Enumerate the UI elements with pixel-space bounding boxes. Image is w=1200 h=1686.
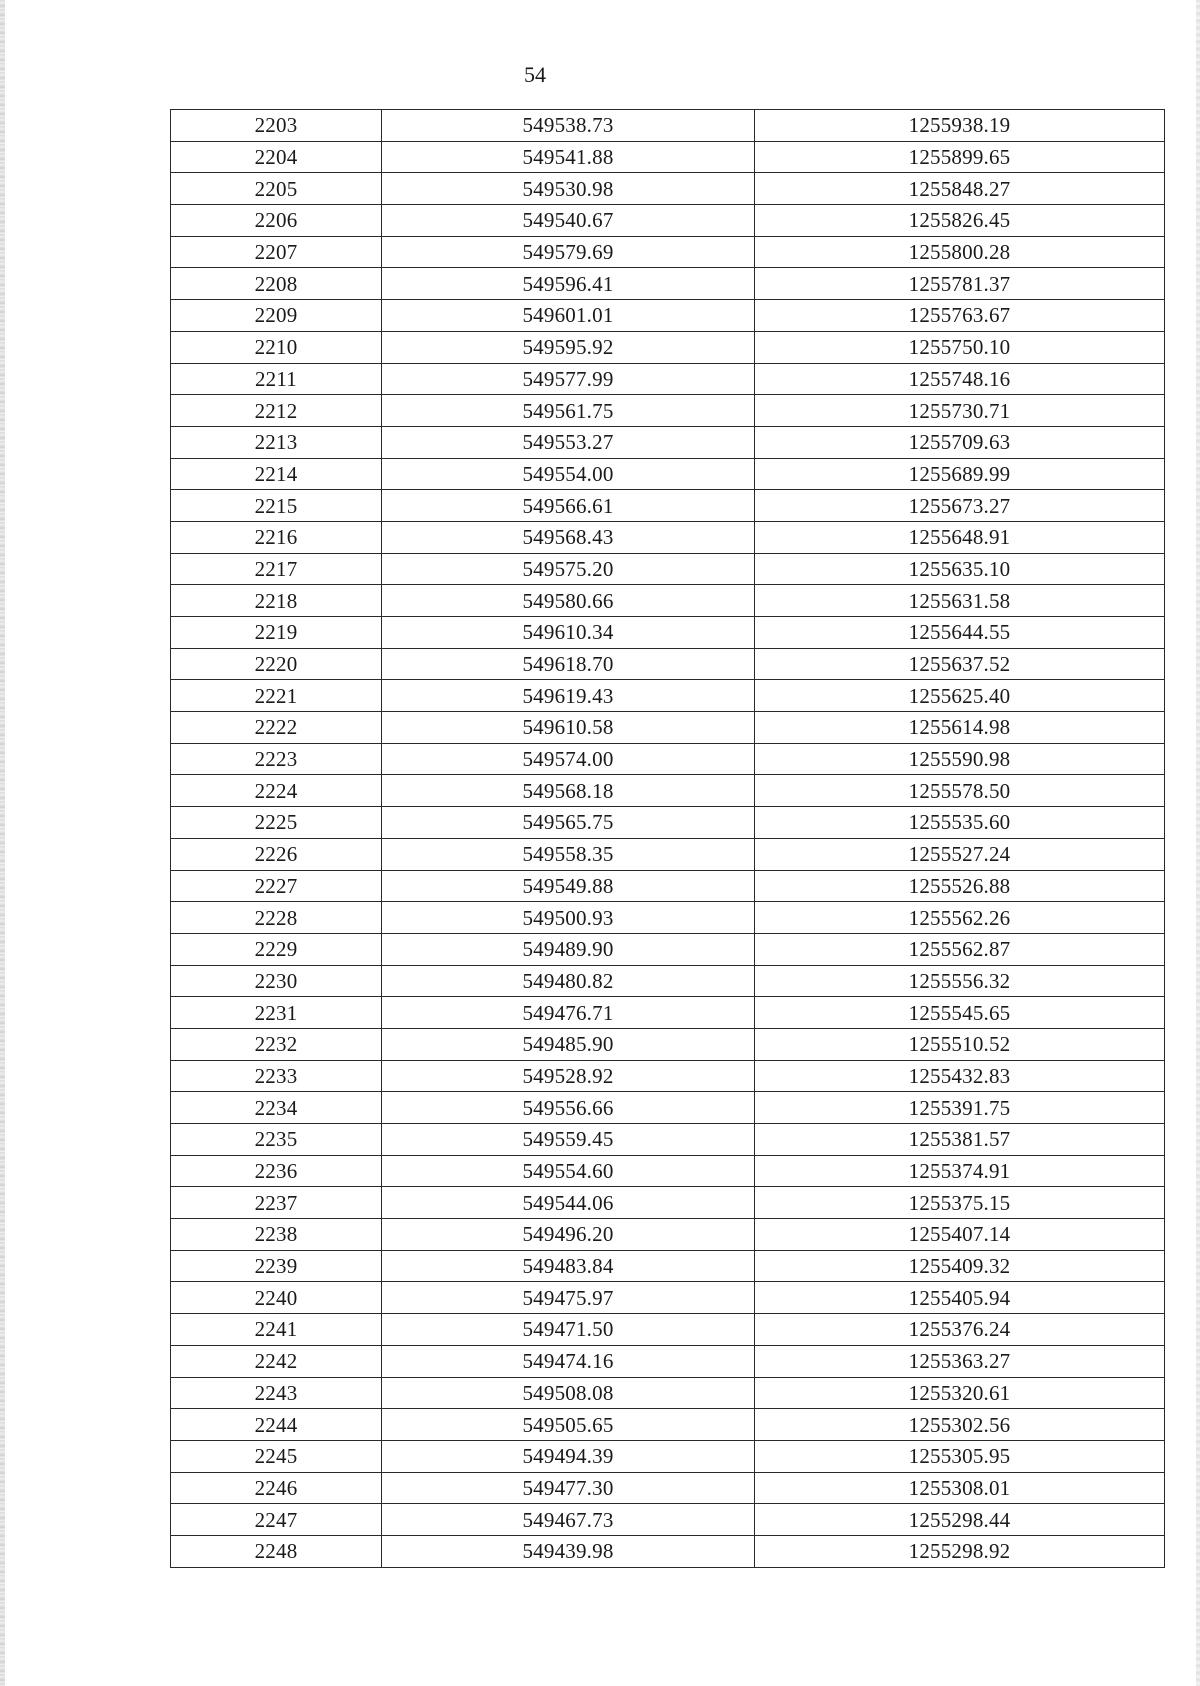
y-coordinate-cell: 1255673.27 <box>755 490 1165 522</box>
table-row <box>171 1345 1165 1377</box>
x-coordinate-cell: 549476.71 <box>382 997 755 1029</box>
table-row <box>171 1472 1165 1504</box>
point-number-cell: 2211 <box>171 363 382 395</box>
table-row <box>171 1282 1165 1314</box>
y-coordinate-cell: 1255614.98 <box>755 712 1165 744</box>
x-coordinate-cell: 549568.18 <box>382 775 755 807</box>
table-row <box>171 1155 1165 1187</box>
x-coordinate-cell: 549549.88 <box>382 870 755 902</box>
y-coordinate-cell: 1255763.67 <box>755 300 1165 332</box>
table-row <box>171 680 1165 712</box>
x-coordinate-cell: 549556.66 <box>382 1092 755 1124</box>
y-coordinate-cell: 1255689.99 <box>755 458 1165 490</box>
table-row <box>171 1504 1165 1536</box>
y-coordinate-cell: 1255748.16 <box>755 363 1165 395</box>
table-row <box>171 110 1165 142</box>
y-coordinate-cell: 1255302.56 <box>755 1409 1165 1441</box>
point-number-cell: 2223 <box>171 743 382 775</box>
table-row <box>171 1440 1165 1472</box>
point-number-cell: 2237 <box>171 1187 382 1219</box>
y-coordinate-cell: 1255562.26 <box>755 902 1165 934</box>
scan-edge-right <box>1196 0 1200 1686</box>
table-row <box>171 395 1165 427</box>
x-coordinate-cell: 549561.75 <box>382 395 755 427</box>
x-coordinate-cell: 549559.45 <box>382 1124 755 1156</box>
x-coordinate-cell: 549558.35 <box>382 838 755 870</box>
point-number-cell: 2216 <box>171 521 382 553</box>
x-coordinate-cell: 549471.50 <box>382 1314 755 1346</box>
point-number-cell: 2228 <box>171 902 382 934</box>
y-coordinate-cell: 1255730.71 <box>755 395 1165 427</box>
y-coordinate-cell: 1255376.24 <box>755 1314 1165 1346</box>
point-number-cell: 2212 <box>171 395 382 427</box>
point-number-cell: 2219 <box>171 617 382 649</box>
table-row <box>171 1219 1165 1251</box>
x-coordinate-cell: 549505.65 <box>382 1409 755 1441</box>
x-coordinate-cell: 549554.60 <box>382 1155 755 1187</box>
x-coordinate-cell: 549489.90 <box>382 933 755 965</box>
table-row <box>171 743 1165 775</box>
table-row <box>171 426 1165 458</box>
x-coordinate-cell: 549500.93 <box>382 902 755 934</box>
point-number-cell: 2221 <box>171 680 382 712</box>
x-coordinate-cell: 549566.61 <box>382 490 755 522</box>
point-number-cell: 2207 <box>171 236 382 268</box>
point-number-cell: 2231 <box>171 997 382 1029</box>
point-number-cell: 2247 <box>171 1504 382 1536</box>
point-number-cell: 2222 <box>171 712 382 744</box>
y-coordinate-cell: 1255635.10 <box>755 553 1165 585</box>
y-coordinate-cell: 1255556.32 <box>755 965 1165 997</box>
x-coordinate-cell: 549544.06 <box>382 1187 755 1219</box>
x-coordinate-cell: 549568.43 <box>382 521 755 553</box>
table-row <box>171 363 1165 395</box>
table-row <box>171 1409 1165 1441</box>
point-number-cell: 2217 <box>171 553 382 585</box>
x-coordinate-cell: 549477.30 <box>382 1472 755 1504</box>
x-coordinate-cell: 549580.66 <box>382 585 755 617</box>
point-number-cell: 2236 <box>171 1155 382 1187</box>
x-coordinate-cell: 549565.75 <box>382 807 755 839</box>
x-coordinate-cell: 549610.34 <box>382 617 755 649</box>
table-row <box>171 617 1165 649</box>
coordinates-table-body <box>171 110 1165 1568</box>
x-coordinate-cell: 549553.27 <box>382 426 755 458</box>
point-number-cell: 2220 <box>171 648 382 680</box>
point-number-cell: 2248 <box>171 1535 382 1567</box>
point-number-cell: 2241 <box>171 1314 382 1346</box>
point-number-cell: 2215 <box>171 490 382 522</box>
y-coordinate-cell: 1255405.94 <box>755 1282 1165 1314</box>
point-number-cell: 2214 <box>171 458 382 490</box>
x-coordinate-cell: 549483.84 <box>382 1250 755 1282</box>
y-coordinate-cell: 1255374.91 <box>755 1155 1165 1187</box>
point-number-cell: 2213 <box>171 426 382 458</box>
table-row <box>171 458 1165 490</box>
x-coordinate-cell: 549480.82 <box>382 965 755 997</box>
x-coordinate-cell: 549530.98 <box>382 173 755 205</box>
point-number-cell: 2239 <box>171 1250 382 1282</box>
y-coordinate-cell: 1255648.91 <box>755 521 1165 553</box>
y-coordinate-cell: 1255305.95 <box>755 1440 1165 1472</box>
table-row <box>171 838 1165 870</box>
table-row <box>171 1314 1165 1346</box>
point-number-cell: 2229 <box>171 933 382 965</box>
point-number-cell: 2232 <box>171 1028 382 1060</box>
point-number-cell: 2234 <box>171 1092 382 1124</box>
table-row <box>171 902 1165 934</box>
point-number-cell: 2218 <box>171 585 382 617</box>
table-row <box>171 268 1165 300</box>
table-row <box>171 933 1165 965</box>
point-number-cell: 2233 <box>171 1060 382 1092</box>
y-coordinate-cell: 1255527.24 <box>755 838 1165 870</box>
x-coordinate-cell: 549618.70 <box>382 648 755 680</box>
x-coordinate-cell: 549595.92 <box>382 331 755 363</box>
y-coordinate-cell: 1255848.27 <box>755 173 1165 205</box>
point-number-cell: 2203 <box>171 110 382 142</box>
y-coordinate-cell: 1255409.32 <box>755 1250 1165 1282</box>
y-coordinate-cell: 1255407.14 <box>755 1219 1165 1251</box>
point-number-cell: 2242 <box>171 1345 382 1377</box>
x-coordinate-cell: 549554.00 <box>382 458 755 490</box>
table-row <box>171 173 1165 205</box>
y-coordinate-cell: 1255625.40 <box>755 680 1165 712</box>
point-number-cell: 2245 <box>171 1440 382 1472</box>
y-coordinate-cell: 1255545.65 <box>755 997 1165 1029</box>
y-coordinate-cell: 1255391.75 <box>755 1092 1165 1124</box>
x-coordinate-cell: 549439.98 <box>382 1535 755 1567</box>
point-number-cell: 2235 <box>171 1124 382 1156</box>
x-coordinate-cell: 549596.41 <box>382 268 755 300</box>
table-row <box>171 585 1165 617</box>
point-number-cell: 2209 <box>171 300 382 332</box>
y-coordinate-cell: 1255781.37 <box>755 268 1165 300</box>
table-row <box>171 331 1165 363</box>
table-row <box>171 1250 1165 1282</box>
table-row <box>171 1092 1165 1124</box>
table-row <box>171 997 1165 1029</box>
y-coordinate-cell: 1255800.28 <box>755 236 1165 268</box>
x-coordinate-cell: 549610.58 <box>382 712 755 744</box>
table-row <box>171 521 1165 553</box>
y-coordinate-cell: 1255637.52 <box>755 648 1165 680</box>
table-row <box>171 712 1165 744</box>
x-coordinate-cell: 549508.08 <box>382 1377 755 1409</box>
table-row <box>171 870 1165 902</box>
scan-edge-left <box>0 0 5 1686</box>
x-coordinate-cell: 549538.73 <box>382 110 755 142</box>
y-coordinate-cell: 1255320.61 <box>755 1377 1165 1409</box>
x-coordinate-cell: 549475.97 <box>382 1282 755 1314</box>
y-coordinate-cell: 1255298.44 <box>755 1504 1165 1536</box>
x-coordinate-cell: 549575.20 <box>382 553 755 585</box>
point-number-cell: 2226 <box>171 838 382 870</box>
table-row <box>171 965 1165 997</box>
y-coordinate-cell: 1255826.45 <box>755 205 1165 237</box>
y-coordinate-cell: 1255375.15 <box>755 1187 1165 1219</box>
x-coordinate-cell: 549467.73 <box>382 1504 755 1536</box>
x-coordinate-cell: 549579.69 <box>382 236 755 268</box>
table-row <box>171 236 1165 268</box>
table-row <box>171 807 1165 839</box>
table-row <box>171 300 1165 332</box>
point-number-cell: 2210 <box>171 331 382 363</box>
point-number-cell: 2205 <box>171 173 382 205</box>
y-coordinate-cell: 1255750.10 <box>755 331 1165 363</box>
x-coordinate-cell: 549619.43 <box>382 680 755 712</box>
y-coordinate-cell: 1255562.87 <box>755 933 1165 965</box>
page-number: 54 <box>524 62 546 87</box>
table-row <box>171 1028 1165 1060</box>
y-coordinate-cell: 1255631.58 <box>755 585 1165 617</box>
y-coordinate-cell: 1255298.92 <box>755 1535 1165 1567</box>
y-coordinate-cell: 1255644.55 <box>755 617 1165 649</box>
point-number-cell: 2240 <box>171 1282 382 1314</box>
y-coordinate-cell: 1255899.65 <box>755 141 1165 173</box>
point-number-cell: 2238 <box>171 1219 382 1251</box>
table-row <box>171 205 1165 237</box>
y-coordinate-cell: 1255510.52 <box>755 1028 1165 1060</box>
table-row <box>171 553 1165 585</box>
x-coordinate-cell: 549540.67 <box>382 205 755 237</box>
y-coordinate-cell: 1255526.88 <box>755 870 1165 902</box>
y-coordinate-cell: 1255590.98 <box>755 743 1165 775</box>
point-number-cell: 2224 <box>171 775 382 807</box>
y-coordinate-cell: 1255535.60 <box>755 807 1165 839</box>
table-row <box>171 1377 1165 1409</box>
table-row <box>171 141 1165 173</box>
x-coordinate-cell: 549496.20 <box>382 1219 755 1251</box>
x-coordinate-cell: 549528.92 <box>382 1060 755 1092</box>
table-row <box>171 775 1165 807</box>
x-coordinate-cell: 549577.99 <box>382 363 755 395</box>
table-row <box>171 1060 1165 1092</box>
point-number-cell: 2206 <box>171 205 382 237</box>
y-coordinate-cell: 1255578.50 <box>755 775 1165 807</box>
x-coordinate-cell: 549541.88 <box>382 141 755 173</box>
table-row <box>171 1187 1165 1219</box>
y-coordinate-cell: 1255938.19 <box>755 110 1165 142</box>
point-number-cell: 2230 <box>171 965 382 997</box>
point-number-cell: 2227 <box>171 870 382 902</box>
point-number-cell: 2243 <box>171 1377 382 1409</box>
table-row <box>171 490 1165 522</box>
y-coordinate-cell: 1255363.27 <box>755 1345 1165 1377</box>
y-coordinate-cell: 1255709.63 <box>755 426 1165 458</box>
x-coordinate-cell: 549474.16 <box>382 1345 755 1377</box>
coordinates-table <box>170 109 1165 1568</box>
table-row <box>171 1535 1165 1567</box>
y-coordinate-cell: 1255432.83 <box>755 1060 1165 1092</box>
table-row <box>171 648 1165 680</box>
point-number-cell: 2246 <box>171 1472 382 1504</box>
table-row <box>171 1124 1165 1156</box>
point-number-cell: 2225 <box>171 807 382 839</box>
point-number-cell: 2204 <box>171 141 382 173</box>
x-coordinate-cell: 549574.00 <box>382 743 755 775</box>
x-coordinate-cell: 549601.01 <box>382 300 755 332</box>
x-coordinate-cell: 549485.90 <box>382 1028 755 1060</box>
y-coordinate-cell: 1255381.57 <box>755 1124 1165 1156</box>
point-number-cell: 2208 <box>171 268 382 300</box>
point-number-cell: 2244 <box>171 1409 382 1441</box>
x-coordinate-cell: 549494.39 <box>382 1440 755 1472</box>
y-coordinate-cell: 1255308.01 <box>755 1472 1165 1504</box>
